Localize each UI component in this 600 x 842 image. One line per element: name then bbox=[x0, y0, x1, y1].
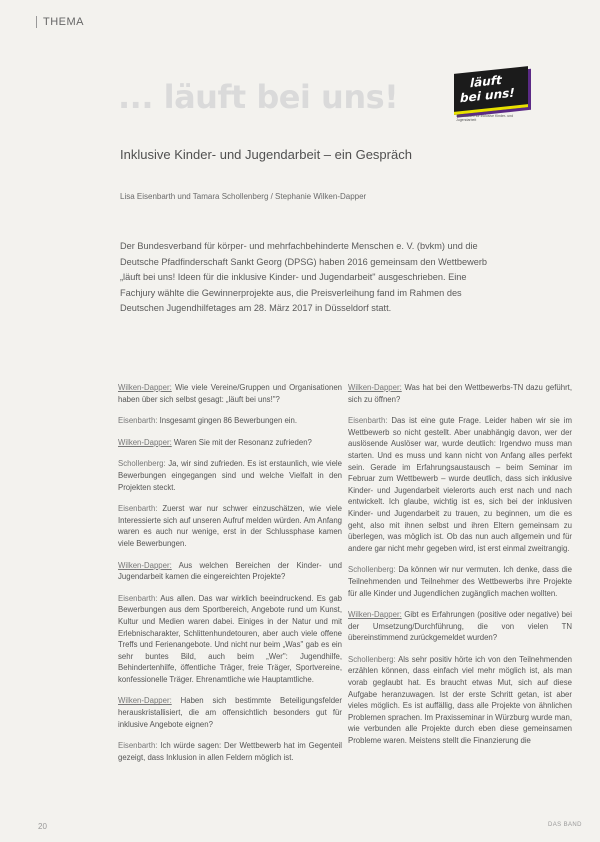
interview-paragraph bbox=[348, 382, 572, 405]
article-intro: Der Bundesverband für körper- und mehrfachbehinderte Menschen e. V. (bvkm) und die Deutsche Pfadfinderschaft Sankt Georg (DPSG) haben 2016 gemeinsam den Wettbewerb „läuft bei uns! Ideen für die inklusive Kinder- und Jugendarbeit" ausgeschrieben. Eine Fachjury wählte die Gewinnerprojekte aus, die Preisverleihung fand im Rahmen des Deutschen Jugendhilfetages am 28. März 2017 in Düsseldorf statt. bbox=[120, 241, 488, 314]
logo-line-2: bei uns! bbox=[460, 85, 515, 106]
interview-paragraph bbox=[348, 415, 572, 554]
interview-paragraph bbox=[118, 415, 342, 427]
speaker-name: Eisenbarth: bbox=[118, 741, 158, 751]
paragraph-text: Aus welchen Bereichen der Kinder- und Jugendarbeit kamen die eingereichten Projekte? bbox=[118, 560, 342, 582]
interview-paragraph bbox=[118, 503, 342, 549]
interview-paragraph bbox=[118, 560, 342, 583]
paragraph-text: Zuerst war nur schwer einzuschätzen, wie viele Interessierte sich auf unseren Aufruf melden würden. Am Anfang waren es auch nur wenige, erst in der Schlussphase kamen viele Bewerbungen. bbox=[118, 504, 342, 548]
paragraph-text: Waren Sie mit der Resonanz zufrieden? bbox=[173, 437, 312, 447]
interview-paragraph bbox=[348, 609, 572, 644]
speaker-name: Schollenberg: bbox=[348, 565, 396, 575]
speaker-name: Eisenbarth: bbox=[348, 416, 388, 426]
speaker-name: Eisenbarth: bbox=[118, 504, 158, 514]
speaker-name: Wilken-Dapper: bbox=[118, 560, 172, 570]
wettbewerb-logo bbox=[452, 66, 534, 126]
interview-paragraph bbox=[118, 593, 342, 686]
left-column bbox=[118, 382, 342, 773]
logo-tag bbox=[454, 66, 528, 115]
paragraph-text: Gibt es Erfahrungen (positive oder negative) bei der Umsetzung/Durchführung, die von vielen TN übereinstimmend zurückgemeldet wurden? bbox=[348, 610, 572, 643]
speaker-name: Wilken-Dapper: bbox=[118, 383, 172, 392]
speaker-name: Schollenberg: bbox=[348, 654, 396, 664]
logo-tagline: Wettbewerb für inklusive Kinder- und Jugendarbeit bbox=[456, 114, 514, 122]
interview-paragraph bbox=[118, 740, 342, 763]
interview-paragraph bbox=[348, 654, 572, 747]
interview-paragraph bbox=[118, 437, 342, 449]
paragraph-text: Insgesamt gingen 86 Bewerbungen ein. bbox=[159, 416, 298, 426]
section-label: THEMA bbox=[36, 16, 84, 28]
right-column bbox=[348, 382, 572, 757]
paragraph-text: Was hat bei den Wettbewerbs-TN dazu geführt, sich zu öffnen? bbox=[348, 383, 572, 404]
paragraph-text: Ja, wir sind zufrieden. Es ist erstaunlich, wie viele Bewerbungen eingegangen sind und welche Vielfalt in den Projekten steckt. bbox=[118, 459, 342, 492]
interview-paragraph bbox=[118, 458, 342, 493]
interview-paragraph bbox=[348, 564, 572, 599]
speaker-name: Wilken-Dapper: bbox=[348, 383, 402, 392]
speaker-name: Eisenbarth: bbox=[118, 593, 158, 603]
logo-line-1: läuft bbox=[470, 72, 502, 91]
paragraph-text: Haben sich bestimmte Beteiligungsfelder herauskristallisiert, die am offensichtlich besonders gut für inklusive Angebote eignen? bbox=[118, 696, 342, 729]
speaker-name: Wilken-Dapper: bbox=[118, 437, 172, 447]
interview-paragraph bbox=[118, 382, 342, 405]
paragraph-text: Wie viele Vereine/Gruppen und Organisationen haben über sich selbst gesagt: „läuft bei uns!"? bbox=[118, 383, 342, 404]
speaker-name: Schollenberg: bbox=[118, 459, 166, 469]
article-authors: Lisa Eisenbarth und Tamara Schollenberg / Stephanie Wilken-Dapper bbox=[120, 192, 367, 201]
paragraph-text: Das ist eine gute Frage. Leider haben wir sie im Wettbewerb so nicht gestellt. Aber unabhängig davon, wer der auslösende Auslöser war, wurde deutlich: Irgendwo muss man starten. Und es muss und kann nicht von Anfang alles perfekt sein. Gerade im Erfahrungsaustausch – beim Seminar im Februar zum Wettbewerb – wurde deutlich, dass sich inklusive Kinder- und Jugendarbeit vielerorts auch erst nach und nach entwickelt. Ich glaube, wichtig ist es, sich bei der inklusiven Kinder- und Jugendarbeit zu trauen, zu beginnen, um die es geht, also mit ihnen selbst und ihren Eltern gemeinsam zu überlegen, was möglich ist. Ob das nun auch allgemein und für andere gar nicht mehr gegeben wird, ist erst einmal zweitrangig. bbox=[348, 416, 573, 553]
page-number: 20 bbox=[38, 822, 47, 831]
speaker-name: Wilken-Dapper: bbox=[348, 610, 402, 620]
publication-mark: DAS BAND bbox=[548, 822, 582, 828]
article-title: ... läuft bei uns! bbox=[118, 78, 399, 116]
paragraph-text: Da können wir nur vermuten. Ich denke, dass die Teilnehmenden und Teilnehmer des Wettbewerbs ihre Projekte für alle Kinder und Jugendlichen zugänglich machen wollten. bbox=[348, 565, 572, 598]
paragraph-text: Als sehr positiv hörte ich von den Teilnehmenden erzählen können, dass einfach viel mehr möglich ist, als man vorab geglaubt hat. Es braucht etwas Mut, sich auf diese Aufgabe heranzuwagen. Ist der erste Schritt getan, ist aber vieles möglich. Es ist auffällig, dass alle Projekte von ähnlichen Problemen sprachen. Im Praxisseminar in Würzburg wurde man, wie verbunden alle Projekte durch eben diese gemeinsamen Probleme waren. Meistens stellt die Finanzierung die bbox=[348, 654, 572, 746]
interview-paragraph bbox=[118, 695, 342, 730]
paragraph-text: Aus allen. Das war wirklich beeindruckend. Es gab Bewerbungen aus dem Sportbereich, Angebote rund um Kunst, Kultur und Medien waren dabei. Einiges in der Natur und mit Erlebnischarakter, Schlittenhundetouren, aber auch viele offene Treffs und Ferienangebote. Und nicht nur beim „Was" gab es ein sehr buntes Bild, auch beim „Wer": Jugendhilfe, Behindertenhilfe, öffentliche Träger, freie Träger, Sportvereine, konfessionelle Träger. Ehrenamtliche wie Hauptamtliche. bbox=[118, 593, 342, 684]
speaker-name: Eisenbarth: bbox=[118, 416, 158, 426]
speaker-name: Wilken-Dapper: bbox=[118, 696, 172, 706]
article-subtitle: Inklusive Kinder- und Jugendarbeit – ein Gespräch bbox=[120, 147, 412, 162]
paragraph-text: Ich würde sagen: Der Wettbewerb hat im Gegenteil gezeigt, dass Inklusion in allen Feldern möglich ist. bbox=[118, 741, 342, 762]
